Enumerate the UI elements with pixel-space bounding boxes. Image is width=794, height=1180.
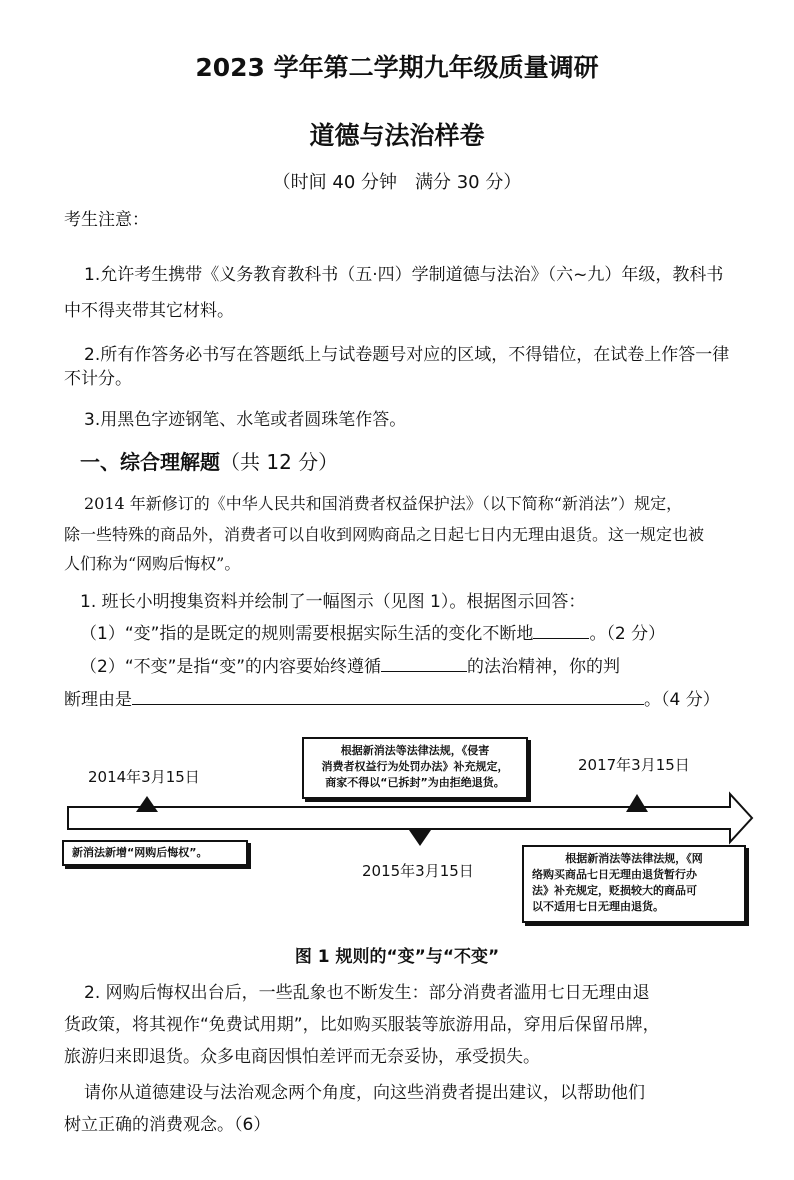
box-2017-line-4: 以不适用七日无理由退货。 <box>532 900 664 913</box>
date-2015: 2015年3月15日 <box>362 862 474 880</box>
exam-title: 2023 学年第二学期九年级质量调研 <box>195 53 599 82</box>
marker-2014 <box>136 796 158 812</box>
timeline-box-2015 <box>302 737 528 799</box>
marker-2015 <box>409 830 431 846</box>
question-2-line-3: 旅游归来即退货。众多电商因惧怕差评而无奈妥协，承受损失。 <box>64 1047 540 1067</box>
marker-2017 <box>626 794 648 812</box>
date-2017: 2017年3月15日 <box>578 756 690 774</box>
box-2015-line-2: 消费者权益行为处罚办法》补充规定， <box>321 760 509 773</box>
figure-caption: 图 1 规则的“变”与“不变” <box>294 947 500 967</box>
box-2017-line-3: 法》补充规定，贬损较大的商品可 <box>532 884 697 897</box>
box-2017-line-1: 根据新消法等法律法规，《网 <box>565 852 703 865</box>
question-1-2-tail2: 。（4 分） <box>644 690 720 710</box>
notice-item-1-line-1: 1.允许考生携带《义务教育教科书（五·四）学制道德与法治》（六~九）年级，教科书 <box>84 265 724 285</box>
notice-item-2-line-2: 不计分。 <box>64 369 132 389</box>
timeline-arrow <box>68 794 752 842</box>
answer-blank-2[interactable] <box>381 651 467 672</box>
section-1-heading-text: 一、综合理解题 <box>80 450 220 474</box>
box-2017-line-2: 络购买商品七日无理由退货暂行办 <box>532 868 697 881</box>
question-1-2-line-2 <box>64 683 720 717</box>
question-2-line-2: 货政策，将其视作“免费试用期”，比如购买服装等旅游用品，穿用后保留吊牌， <box>64 1015 660 1035</box>
exam-info: （时间 40 分钟 满分 30 分） <box>272 172 522 193</box>
question-1-1 <box>80 617 665 651</box>
section-1-points: （共 12 分） <box>220 450 339 474</box>
section-1-heading <box>80 446 338 475</box>
box-2015-line-1: 根据新消法等法律法规，《侵害 <box>340 744 490 757</box>
timeline-box-2014: 新消法新增“网购后悔权”。 <box>62 840 248 866</box>
intro-line-1: 2014 年新修订的《中华人民共和国消费者权益保护法》（以下简称“新消法”）规定， <box>84 494 683 513</box>
notice-item-1-line-2: 中不得夹带其它材料。 <box>64 301 234 321</box>
notice-heading: 考生注意： <box>64 210 149 230</box>
answer-blank-3[interactable] <box>132 684 644 705</box>
notice-item-2-line-1: 2.所有作答务必书写在答题纸上与试卷题号对应的区域，不得错位，在试卷上作答一律 <box>84 345 730 365</box>
question-1-2-tail: 的法治精神，你的判 <box>467 657 621 677</box>
question-1-2-text: （2）“不变”是指“变”的内容要始终遵循 <box>80 657 382 677</box>
timeline-box-2017 <box>522 845 746 923</box>
intro-line-3: 人们称为“网购后悔权”。 <box>64 554 241 573</box>
subject-title: 道德与法治样卷 <box>309 121 485 150</box>
question-1-stem: 1. 班长小明搜集资料并绘制了一幅图示（见图 1）。根据图示回答： <box>80 592 586 612</box>
question-2-line-1: 2. 网购后悔权出台后，一些乱象也不断发生：部分消费者滥用七日无理由退 <box>84 983 650 1003</box>
question-2-line-4: 请你从道德建设与法治观念两个角度，向这些消费者提出建议，以帮助他们 <box>84 1083 645 1103</box>
box-2015-line-3: 商家不得以“已拆封”为由拒绝退货。 <box>325 776 505 789</box>
question-1-2-line2-text: 断理由是 <box>64 690 132 710</box>
notice-item-3: 3.用黑色字迹钢笔、水笔或者圆珠笔作答。 <box>84 410 407 430</box>
question-1-2 <box>80 650 620 684</box>
answer-blank-1[interactable] <box>533 618 589 639</box>
intro-line-2: 除一些特殊的商品外，消费者可以自收到网购商品之日起七日内无理由退货。这一规定也被 <box>64 525 705 544</box>
question-1-1-tail: 。（2 分） <box>589 624 666 644</box>
question-1-1-text: （1）“变”指的是既定的规则需要根据实际生活的变化不断地 <box>80 624 534 644</box>
date-2014: 2014年3月15日 <box>88 768 200 786</box>
question-2-line-5: 树立正确的消费观念。（6） <box>64 1115 271 1135</box>
